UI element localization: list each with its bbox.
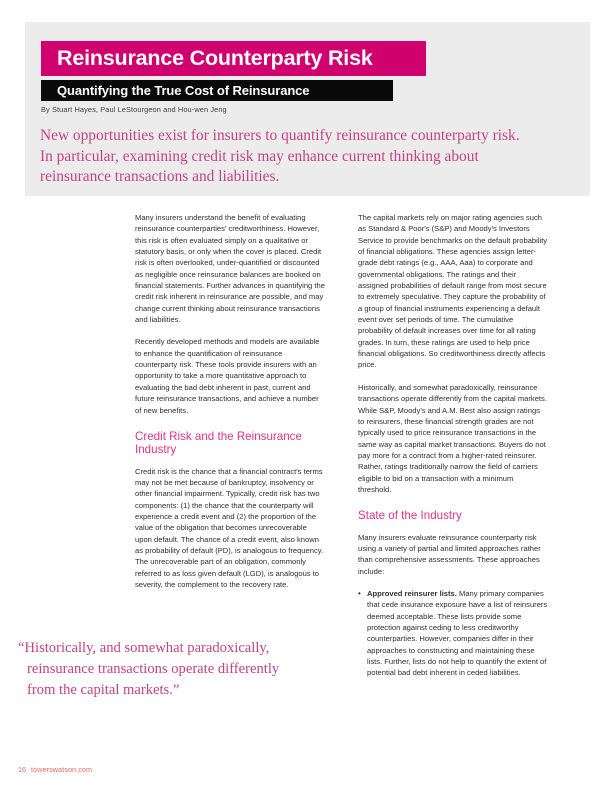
article-subtitle-bar [41,80,393,101]
pull-quote-line-2: reinsurance transactions operate differently [27,661,280,677]
list-item-text: Many primary companies that cede insurance exposure have a list of reinsurers deemed acceptable. These lists provide some protection against ceding to less creditworthy counterparties. However, companies differ in their approaches to constructing and maintaining these lists. Further, lists do not help to quantify the extent of potential bad debt inherent in ceded liabilities. [367,589,548,678]
paragraph: Many insurers understand the benefit of evaluating reinsurance counterparties' creditworthiness. However, this risk is often evaluated simply on a qualitative or statutory basis, or only when the cover is placed. Credit risk is often overlooked, under-quantified or discounted as negligible once reinsurance balances are booked on financial statements. Further advances in quantifying the credit risk inherent in reinsurance are possible, and may change current thinking about reinsurance transactions and liabilities. [135,213,325,325]
page-footer [18,765,92,774]
paragraph: Many insurers evaluate reinsurance counterparty risk using a variety of partial and limited approaches rather than comprehensive assessments. These approaches include: [358,532,541,576]
body-column-right [358,212,548,689]
paragraph: Historically, and somewhat paradoxically, reinsurance transactions operate differently from the capital markets. While S&P, Moody's and A.M. Best also assign ratings to reinsurers, these financial strength grades are not typically used to price reinsurance transactions in the same way as capital market transactions. Buyers do not pay more for a contract from a higher-rated reinsurer. Rather, ratings traditionally narrow the field of carriers eligible to bid on a transaction with a minimum threshold. [358,382,547,494]
lede-line-2: In particular, examining credit risk may enhance current thinking about [40,147,479,165]
lede-line-1: New opportunities exist for insurers to quantify reinsurance counterparty risk. [40,127,520,144]
footer-site-url: towerswatson.com [31,765,93,774]
article-title-bar [41,41,426,76]
list-item [358,588,548,679]
byline: By Stuart Hayes, Paul LeStourgeon and Hou-wen Jeng [41,105,227,114]
pull-quote [18,638,318,701]
body-column-left [135,212,325,601]
paragraph: Credit risk is the chance that a financial contract's terms may not be met because of bankruptcy, insolvency or other financial impairment. Typically, credit risk has two components: (1) the chance that the counterparty will experience a credit event and (2) the proportion of the value of the obligation that becomes unrecoverable upon default. The chance of a credit event, also known as probability of default (PD), is analogous to frequency. The unrecoverable part of an obligation, commonly referred to as loss given default (LGD), is analogous to severity, the complement to the recovery rate. [135,466,324,590]
lede-paragraph [40,126,560,188]
page-title: Reinsurance Counterparty Risk [57,46,373,70]
section-heading-credit-risk: Credit Risk and the Reinsurance Industry [135,429,302,457]
pull-quote-line-1: “Historically, and somewhat paradoxically, [18,640,270,656]
lede-line-3: reinsurance transactions and liabilities. [40,168,280,185]
page-subtitle: Quantifying the True Cost of Reinsurance [57,83,310,98]
approaches-bullet-list [358,588,548,679]
paragraph: Recently developed methods and models are available to enhance the quantification of reinsurance counterparty risk. These tools provide insurers with an opportunity to take a more quantitative approach to evaluating the bad debt inherent in past, current and future reinsurance transactions, and achieve a number of new benefits. [135,337,320,415]
section-heading-state-of-industry: State of the Industry [358,509,462,523]
list-item-term: Approved reinsurer lists. [367,589,457,599]
pull-quote-line-3: from the capital markets.” [27,682,180,698]
paragraph: The capital markets rely on major rating agencies such as Standard & Poor's (S&P) and Moody's Investors Service to provide benchmarks on the default probability of financial obligations. These agencies assign letter-grade debt ratings (e.g., AAA, Aaa) to corporate and governmental obligations. The ratings and their assigned probabilities of default range from most secure to extremely speculative. They capture the probability of a group of financial instruments experiencing a default event over set periods of time. The cumulative probability of default increases over time for all rating grades. In turn, these ratings are used to help price financial obligations. So creditworthiness directly affects price. [358,213,548,370]
page-number: 16 [18,765,26,774]
